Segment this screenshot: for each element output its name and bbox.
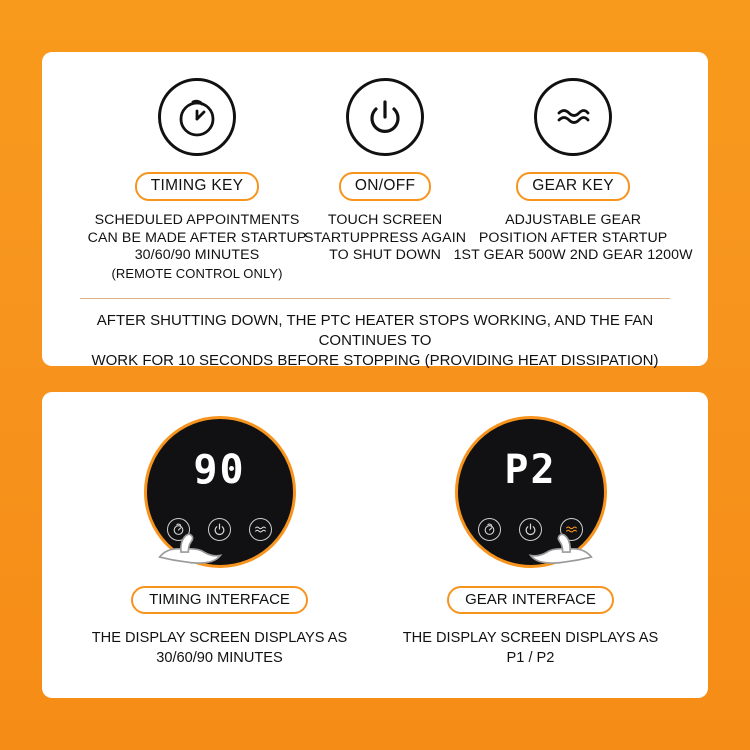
- screen-desc-timing: [92, 628, 347, 668]
- key-pill-timing: TIMING KEY: [135, 172, 260, 201]
- gear-wave-key-icon: [534, 78, 612, 156]
- key-desc-gear: [454, 212, 693, 265]
- key-desc-power: [304, 212, 466, 265]
- key-pill-power: ON/OFF: [339, 172, 431, 201]
- footnote-line: WORK FOR 10 SECONDS BEFORE STOPPING (PROVIDING HEAT DISSIPATION): [91, 352, 659, 369]
- screens-row: [64, 416, 686, 668]
- key-desc-line: 30/60/90 MINUTES: [134, 247, 260, 263]
- device-button-row: [458, 518, 604, 541]
- screen-desc-line: THE DISPLAY SCREEN DISPLAYS AS: [402, 630, 659, 646]
- timer-button-icon[interactable]: [478, 518, 501, 541]
- power-key-icon: [346, 78, 424, 156]
- timer-button-icon[interactable]: [167, 518, 190, 541]
- key-desc-line: POSITION AFTER STARTUP: [478, 229, 668, 246]
- interfaces-panel: [42, 392, 708, 698]
- shutdown-footnote: [64, 299, 686, 371]
- control-keys-panel: [42, 52, 708, 369]
- screen-pill-gear: GEAR INTERFACE: [447, 586, 614, 614]
- key-desc-line: 1ST GEAR 500W 2ND GEAR 1200W: [453, 247, 693, 263]
- device-button-row: [147, 518, 293, 541]
- screen-column-timing: [70, 416, 370, 668]
- screen-desc-line: 30/60/90 MINUTES: [156, 650, 283, 666]
- key-column-gear: [453, 78, 693, 265]
- seven-segment-value: 90: [193, 447, 246, 493]
- power-button-icon[interactable]: [519, 518, 542, 541]
- screen-pill-timing: TIMING INTERFACE: [131, 586, 308, 614]
- screen-desc-gear: [403, 628, 658, 668]
- footnote-line: AFTER SHUTTING DOWN, THE PTC HEATER STOPS WORKING, AND THE FAN CONTINUES TO: [96, 312, 654, 349]
- key-pill-gear: GEAR KEY: [516, 172, 630, 201]
- key-desc-line: (REMOTE CONTROL ONLY): [111, 265, 283, 281]
- gear-button-icon[interactable]: [249, 518, 272, 541]
- seven-segment-value: P2: [504, 447, 557, 493]
- device-display-timing[interactable]: [144, 416, 296, 568]
- key-desc-line: SCHEDULED APPOINTMENTS: [94, 212, 300, 228]
- screen-desc-line: THE DISPLAY SCREEN DISPLAYS AS: [91, 630, 348, 646]
- gear-button-icon[interactable]: [560, 518, 583, 541]
- key-desc-line: TO SHUT DOWN: [329, 247, 441, 263]
- key-column-timing: [87, 78, 307, 282]
- key-desc-line: ADJUSTABLE GEAR: [505, 212, 642, 228]
- key-desc-line: STARTUPPRESS AGAIN: [304, 229, 467, 246]
- device-display-gear[interactable]: [455, 416, 607, 568]
- power-button-icon[interactable]: [208, 518, 231, 541]
- screen-desc-line: P1 / P2: [506, 650, 555, 666]
- key-desc-line: CAN BE MADE AFTER STARTUP: [87, 229, 307, 246]
- key-column-power: [304, 78, 466, 265]
- key-desc-line: TOUCH SCREEN: [327, 212, 443, 228]
- timer-key-icon: [158, 78, 236, 156]
- keys-row: [64, 78, 693, 282]
- screen-column-gear: [381, 416, 681, 668]
- key-desc-timing: [88, 212, 307, 282]
